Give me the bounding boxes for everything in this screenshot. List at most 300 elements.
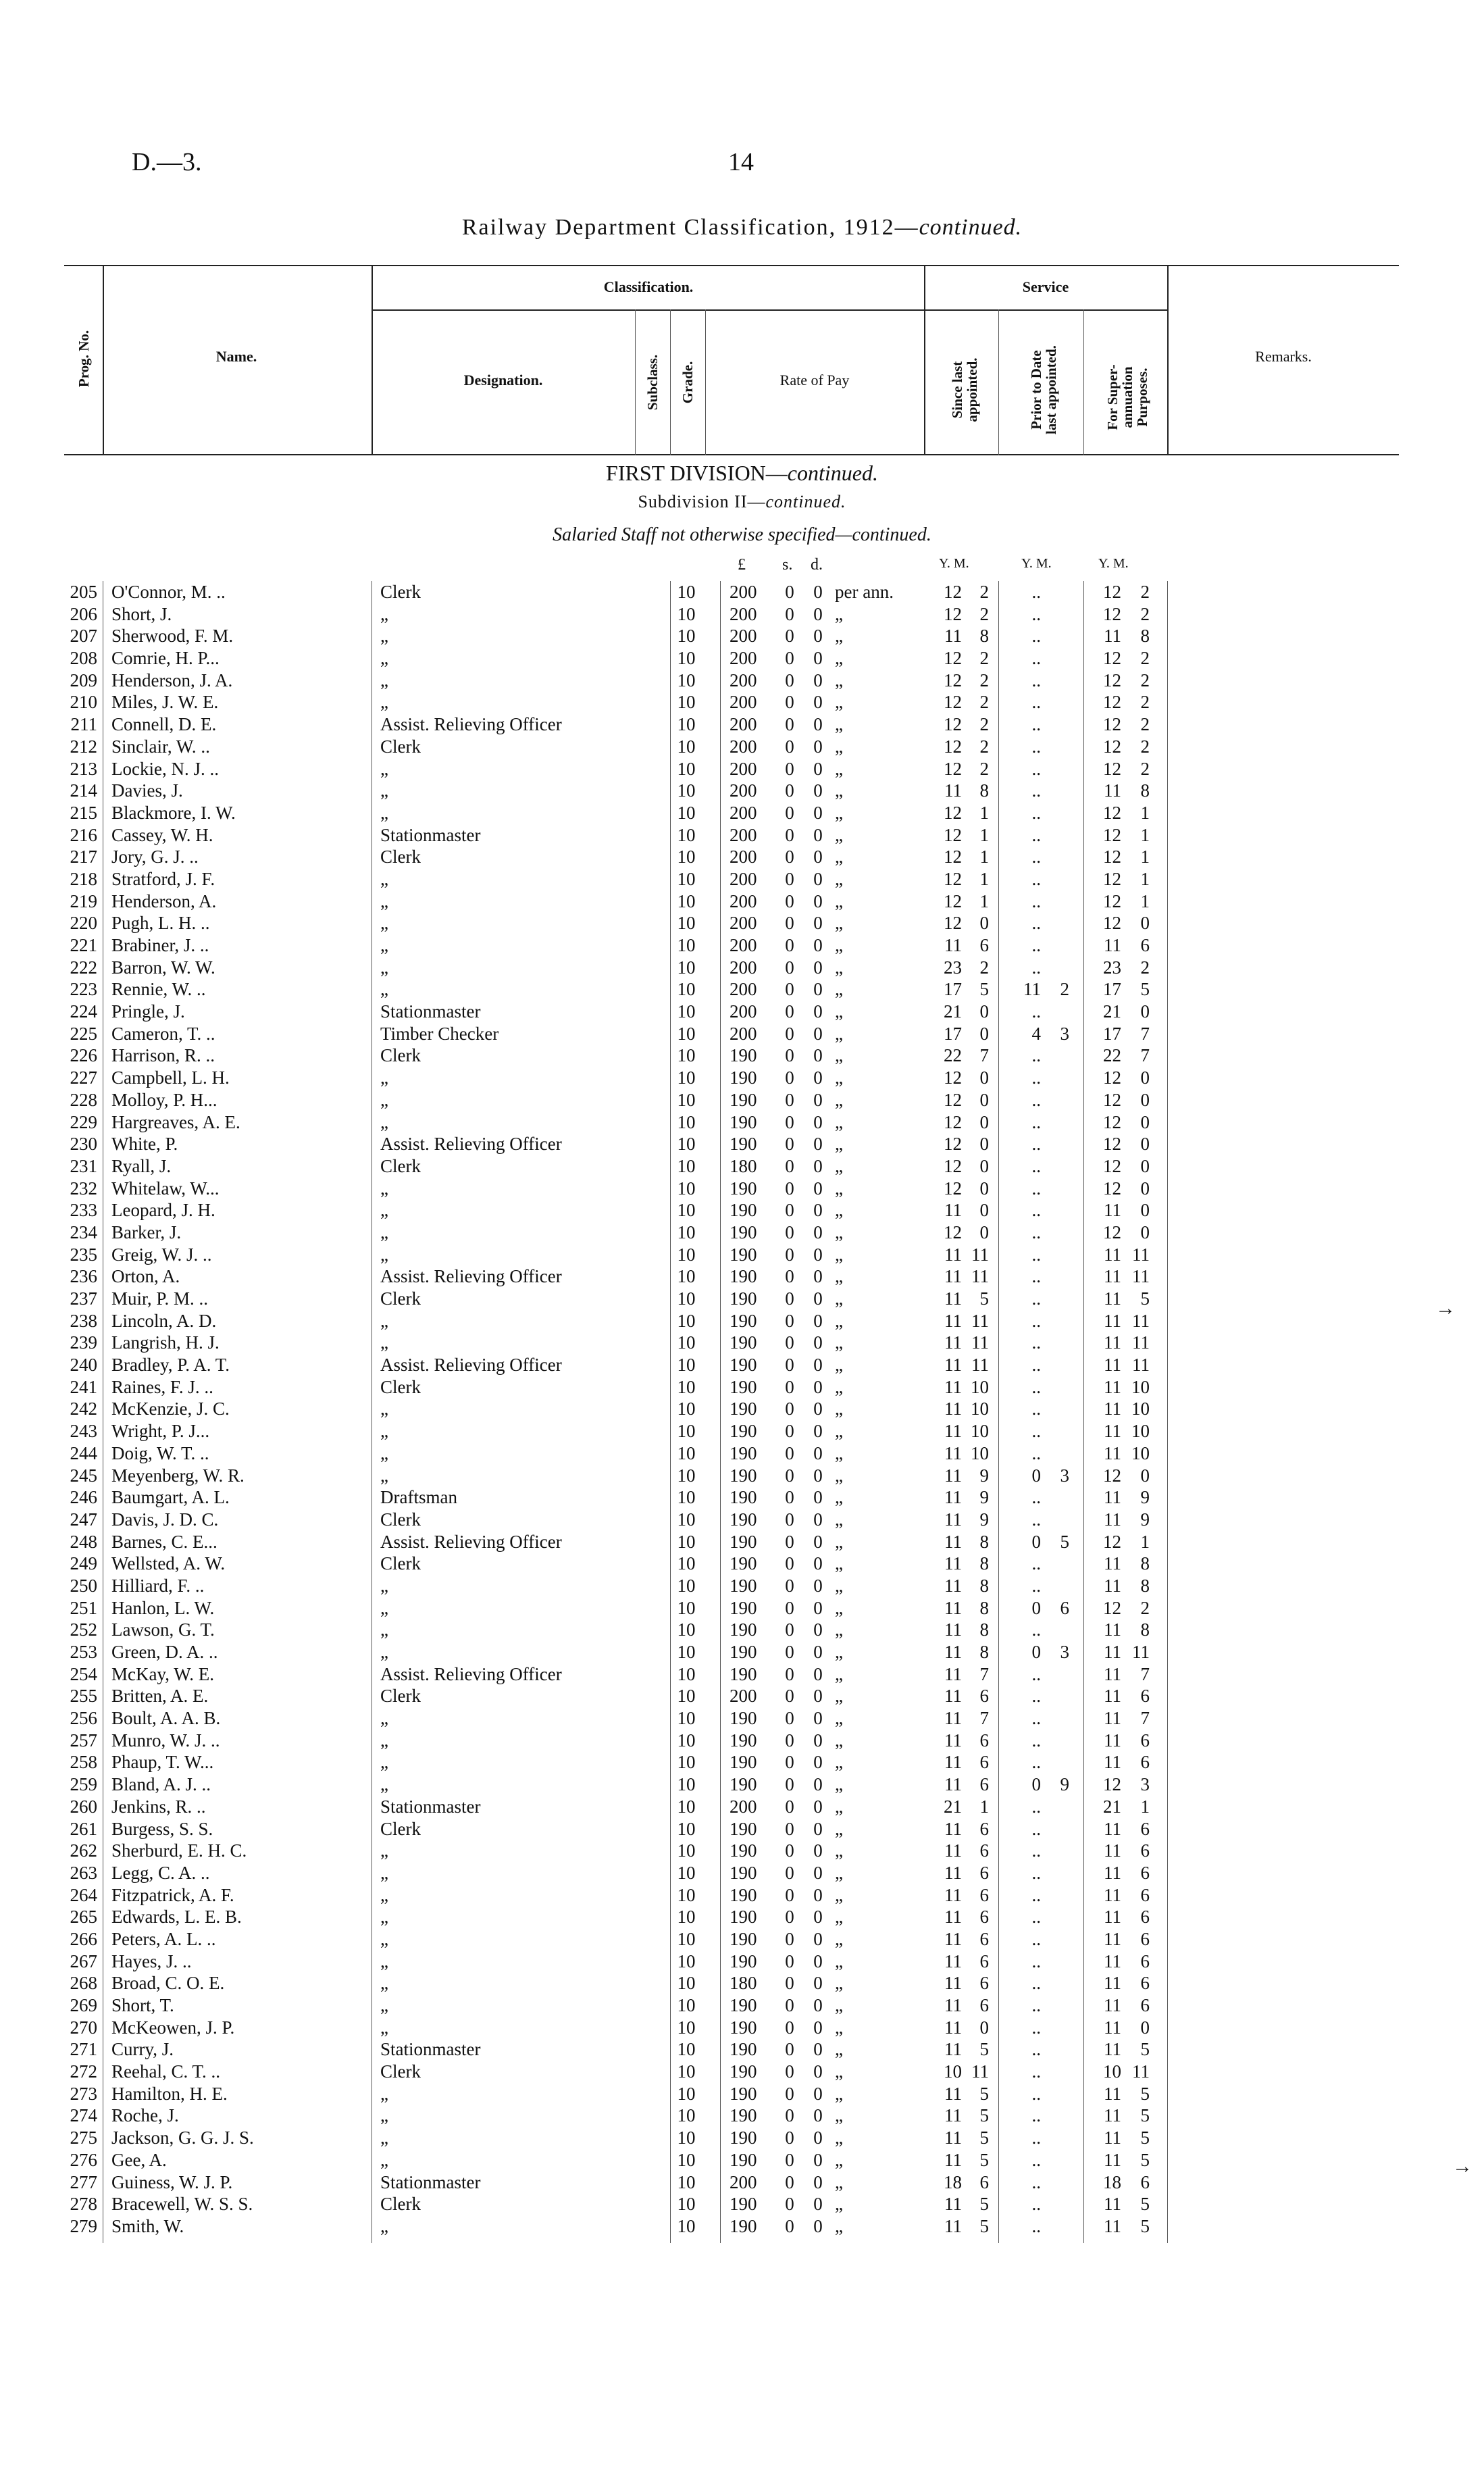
pay-pounds: 200 [730,979,757,1000]
employee-name: Munro, W. J. .. [111,1730,220,1751]
subclass: 10 [677,692,696,713]
since-years: 12 [944,1178,962,1199]
since-months: 11 [971,2061,989,2082]
designation: Clerk [380,847,421,867]
since-years: 11 [944,1531,962,1552]
pay-shillings: 0 [785,1509,794,1530]
super-years: 12 [1103,736,1121,757]
pay-shillings: 0 [785,1708,794,1729]
since-years: 11 [944,1597,962,1618]
designation: „ [380,2128,388,2148]
since-years: 12 [944,1155,962,1176]
unit-shilling: s. [782,556,793,574]
table-row [0,1001,1484,1023]
prog-number: 248 [70,1531,97,1552]
employee-name: Burgess, S. S. [111,1818,213,1839]
pay-shillings: 0 [785,1332,794,1353]
super-years: 11 [1104,1355,1121,1376]
designation: „ [380,670,388,690]
prior-years: .. [1031,626,1041,647]
employee-name: Doig, W. T. .. [111,1442,209,1463]
prior-years: .. [1031,1310,1041,1331]
pay-shillings: 0 [785,2105,794,2126]
staff-table-body [0,581,1484,2238]
prog-number: 273 [70,2083,97,2104]
super-years: 12 [1103,890,1121,911]
prog-number: 249 [70,1553,97,1574]
since-years: 11 [944,1862,962,1883]
pay-shillings: 0 [785,1421,794,1442]
super-years: 12 [1103,714,1121,735]
employee-name: Sherwood, F. M. [111,626,234,647]
super-years: 12 [1103,913,1121,934]
subclass: 10 [677,1708,696,1729]
since-years: 11 [944,780,962,801]
subclass: 10 [677,802,696,823]
super-months: 9 [1140,1509,1150,1530]
pay-shillings: 0 [785,648,794,669]
pay-pence: 0 [813,1995,823,2015]
designation: „ [380,1928,388,1949]
super-months: 5 [1140,2149,1150,2170]
pay-pounds: 200 [730,1796,757,1817]
since-months: 1 [979,868,989,889]
unit-ym-prior: Y. M. [1021,556,1052,571]
super-years: 12 [1103,1155,1121,1176]
subclass: 10 [677,890,696,911]
pay-pounds: 190 [730,1355,757,1376]
super-months: 0 [1140,2017,1150,2038]
since-years: 11 [944,1553,962,1574]
since-years: 11 [944,2083,962,2104]
prog-number: 242 [70,1399,97,1419]
pay-pounds: 190 [730,2105,757,2126]
since-months: 9 [979,1465,989,1486]
pay-pounds: 190 [730,1951,757,1971]
pay-period: „ [835,670,843,690]
table-row [0,1222,1484,1244]
employee-name: Pringle, J. [111,1001,185,1022]
since-months: 1 [979,847,989,867]
prog-number: 210 [70,692,97,713]
super-months: 3 [1140,1774,1150,1795]
super-months: 1 [1140,802,1150,823]
col-rule-9 [1167,265,1169,455]
super-years: 12 [1103,648,1121,669]
since-months: 6 [979,1884,989,1905]
pay-shillings: 0 [785,957,794,978]
since-years: 11 [944,1487,962,1508]
super-months: 5 [1140,2128,1150,2148]
super-months: 1 [1140,868,1150,889]
super-months: 0 [1140,1200,1150,1221]
prog-number: 215 [70,802,97,823]
subclass: 10 [677,935,696,955]
subclass: 10 [677,1531,696,1552]
super-years: 21 [1103,1796,1121,1817]
super-months: 0 [1140,1111,1150,1132]
table-row [0,2061,1484,2083]
employee-name: Barnes, C. E... [111,1531,218,1552]
employee-name: Raines, F. J. .. [111,1376,213,1397]
pay-pence: 0 [813,1642,823,1662]
designation: „ [380,1244,388,1265]
pay-pence: 0 [813,890,823,911]
super-months: 5 [1140,2194,1150,2215]
pay-pounds: 190 [730,1995,757,2015]
table-row [0,1265,1484,1288]
pay-period: „ [835,1111,843,1132]
super-months: 0 [1140,1001,1150,1022]
super-months: 6 [1140,1928,1150,1949]
prog-number: 258 [70,1752,97,1773]
pay-period: „ [835,1155,843,1176]
table-row [0,2149,1484,2171]
super-months: 7 [1140,1708,1150,1729]
super-years: 11 [1104,626,1121,647]
header-prior-to-date-text: Prior to Date last appointed. [1028,345,1059,434]
prior-years: .. [1031,1222,1041,1242]
unit-pence: d. [811,556,823,574]
super-months: 0 [1140,913,1150,934]
since-years: 11 [944,1686,962,1707]
pay-shillings: 0 [785,1973,794,1994]
prog-number: 230 [70,1134,97,1155]
since-months: 8 [979,1597,989,1618]
pay-pounds: 200 [730,603,757,624]
subclass: 10 [677,2215,696,2236]
prog-number: 240 [70,1355,97,1376]
table-row [0,1597,1484,1619]
employee-name: White, P. [111,1134,178,1155]
employee-name: Barron, W. W. [111,957,215,978]
prior-years: .. [1031,1973,1041,1994]
subdivision-title-main: Subdivision II— [638,492,766,511]
pay-shillings: 0 [785,935,794,955]
pay-period: „ [835,1222,843,1242]
table-row [0,2017,1484,2039]
since-years: 11 [944,2128,962,2148]
employee-name: Stratford, J. F. [111,868,215,889]
designation: „ [380,1597,388,1618]
since-years: 12 [944,1134,962,1155]
designation: Assist. Relieving Officer [380,1134,562,1155]
prog-number: 219 [70,890,97,911]
since-months: 0 [979,913,989,934]
pay-pounds: 190 [730,1089,757,1110]
designation: „ [380,979,388,1000]
since-years: 11 [944,2039,962,2060]
pay-period: „ [835,1840,843,1861]
since-years: 11 [944,1399,962,1419]
since-years: 12 [944,714,962,735]
header-name: Name. [215,348,257,365]
subclass: 10 [677,2017,696,2038]
since-months: 5 [979,2105,989,2126]
pay-pence: 0 [813,603,823,624]
pay-pence: 0 [813,1973,823,1994]
since-months: 0 [979,1067,989,1088]
employee-name: Pugh, L. H. .. [111,913,210,934]
pay-period: „ [835,1597,843,1618]
pay-pence: 0 [813,847,823,867]
pay-pounds: 190 [730,2061,757,2082]
designation: „ [380,2149,388,2170]
pay-period: „ [835,1818,843,1839]
subclass: 10 [677,1686,696,1707]
prog-number: 269 [70,1995,97,2015]
table-row [0,2193,1484,2215]
pay-pounds: 200 [730,913,757,934]
subclass: 10 [677,2039,696,2060]
pay-pence: 0 [813,1045,823,1066]
prior-years: 0 [1031,1465,1041,1486]
pay-period: „ [835,1310,843,1331]
pay-period: „ [835,890,843,911]
since-years: 12 [944,1222,962,1242]
prog-number: 254 [70,1663,97,1684]
pay-pence: 0 [813,1134,823,1155]
pay-pence: 0 [813,1840,823,1861]
pay-pence: 0 [813,1421,823,1442]
super-months: 8 [1140,1619,1150,1640]
pay-pounds: 200 [730,714,757,735]
pay-pence: 0 [813,802,823,823]
since-months: 5 [979,2215,989,2236]
employee-name: Hamilton, H. E. [111,2083,228,2104]
prior-years: .. [1031,913,1041,934]
designation: „ [380,1619,388,1640]
subclass: 10 [677,913,696,934]
designation: „ [380,2215,388,2236]
table-row [0,780,1484,802]
since-months: 0 [979,1001,989,1022]
pay-shillings: 0 [785,890,794,911]
prior-years: .. [1031,603,1041,624]
super-years: 12 [1103,1774,1121,1795]
designation: „ [380,1840,388,1861]
prog-number: 245 [70,1465,97,1486]
prior-years: .. [1031,1266,1041,1287]
since-years: 11 [944,935,962,955]
super-years: 11 [1104,1200,1121,1221]
pay-period: „ [835,1531,843,1552]
table-row [0,1663,1484,1686]
since-months: 5 [979,2128,989,2148]
pay-pounds: 190 [730,1487,757,1508]
since-years: 11 [944,2215,962,2236]
since-months: 6 [979,1862,989,1883]
since-years: 12 [944,1111,962,1132]
prog-number: 226 [70,1045,97,1066]
header-subclass: Subclass. [644,354,661,411]
service-subrule [924,309,1167,311]
pay-period: „ [835,1575,843,1596]
pay-pence: 0 [813,1708,823,1729]
since-months: 0 [979,1178,989,1199]
since-months: 6 [979,1774,989,1795]
prior-years: .. [1031,957,1041,978]
designation: „ [380,780,388,801]
pay-shillings: 0 [785,2083,794,2104]
employee-name: Wright, P. J... [111,1421,210,1442]
since-months: 6 [979,2171,989,2192]
since-years: 11 [944,2105,962,2126]
designation: Assist. Relieving Officer [380,1663,562,1684]
employee-name: Davies, J. [111,780,183,801]
super-months: 5 [1140,2215,1150,2236]
since-months: 6 [979,1730,989,1751]
since-months: 2 [979,648,989,669]
since-months: 6 [979,1951,989,1971]
prog-number: 206 [70,603,97,624]
pay-shillings: 0 [785,1774,794,1795]
super-years: 11 [1104,1399,1121,1419]
since-months: 8 [979,1531,989,1552]
pay-shillings: 0 [785,1355,794,1376]
designation: Assist. Relieving Officer [380,1266,562,1287]
since-years: 11 [944,1376,962,1397]
pay-period: „ [835,780,843,801]
employee-name: Cassey, W. H. [111,824,213,845]
prog-number: 217 [70,847,97,867]
prog-number: 250 [70,1575,97,1596]
pay-shillings: 0 [785,1023,794,1044]
subclass: 10 [677,1266,696,1287]
prog-number: 236 [70,1266,97,1287]
super-years: 11 [1104,1840,1121,1861]
designation: „ [380,1399,388,1419]
table-row [0,1332,1484,1354]
pay-shillings: 0 [785,1376,794,1397]
super-months: 2 [1140,582,1150,602]
super-months: 1 [1140,824,1150,845]
pay-period: „ [835,802,843,823]
subclass: 10 [677,1222,696,1242]
prior-months: 9 [1060,1774,1069,1795]
designation: „ [380,868,388,889]
pay-pounds: 190 [730,2128,757,2148]
pay-shillings: 0 [785,670,794,690]
prior-years: .. [1031,1928,1041,1949]
since-months: 2 [979,736,989,757]
designation: „ [380,648,388,669]
employee-name: Edwards, L. E. B. [111,1907,242,1928]
pay-shillings: 0 [785,913,794,934]
pay-shillings: 0 [785,1244,794,1265]
prior-years: .. [1031,1951,1041,1971]
subclass: 10 [677,2061,696,2082]
super-months: 0 [1140,1465,1150,1486]
subclass: 10 [677,979,696,1000]
super-months: 8 [1140,780,1150,801]
pay-pounds: 190 [730,1862,757,1883]
super-months: 5 [1140,2039,1150,2060]
designation: „ [380,1995,388,2015]
super-months: 6 [1140,1730,1150,1751]
super-years: 11 [1104,1884,1121,1905]
super-years: 11 [1104,1951,1121,1971]
pay-period: „ [835,1332,843,1353]
subclass: 10 [677,1995,696,2015]
subclass: 10 [677,1663,696,1684]
since-years: 11 [944,1951,962,1971]
pay-pence: 0 [813,1244,823,1265]
col-rule-5 [705,309,706,455]
prog-number: 279 [70,2215,97,2236]
pay-pounds: 190 [730,1619,757,1640]
pay-shillings: 0 [785,1134,794,1155]
super-years: 12 [1103,824,1121,845]
subclass: 10 [677,2194,696,2215]
designation: Clerk [380,1686,421,1707]
designation: „ [380,1442,388,1463]
designation: „ [380,2017,388,2038]
col-rule-3 [635,309,636,455]
pay-period: „ [835,1045,843,1066]
table-row [0,1994,1484,2017]
super-months: 11 [1132,1310,1150,1331]
super-months: 7 [1140,1045,1150,1066]
since-months: 0 [979,1089,989,1110]
super-years: 11 [1104,935,1121,955]
pay-shillings: 0 [785,1642,794,1662]
prog-number: 216 [70,824,97,845]
since-years: 11 [944,1663,962,1684]
pay-pence: 0 [813,1752,823,1773]
table-row [0,1155,1484,1178]
prior-months: 6 [1060,1597,1069,1618]
since-years: 11 [944,2017,962,2038]
pay-pence: 0 [813,2061,823,2082]
pay-shillings: 0 [785,582,794,602]
prior-years: .. [1031,847,1041,867]
pay-period: „ [835,2215,843,2236]
table-row [0,1133,1484,1155]
col-rule-1 [103,265,104,455]
employee-name: Gee, A. [111,2149,167,2170]
super-years: 11 [1104,1553,1121,1574]
super-months: 10 [1131,1421,1150,1442]
subclass: 10 [677,1907,696,1928]
pay-shillings: 0 [785,736,794,757]
employee-name: Guiness, W. J. P. [111,2171,233,2192]
super-months: 6 [1140,935,1150,955]
since-years: 22 [944,1045,962,1066]
since-years: 12 [944,648,962,669]
pay-period: „ [835,758,843,779]
since-months: 10 [971,1421,989,1442]
prior-years: .. [1031,1134,1041,1155]
subclass: 10 [677,1023,696,1044]
pay-pounds: 190 [730,1840,757,1861]
employee-name: Bracewell, W. S. S. [111,2194,253,2215]
pay-pence: 0 [813,1111,823,1132]
super-months: 8 [1140,1575,1150,1596]
pay-shillings: 0 [785,2128,794,2148]
pay-shillings: 0 [785,2017,794,2038]
since-years: 11 [944,1752,962,1773]
pay-period: „ [835,868,843,889]
since-months: 7 [979,1663,989,1684]
table-row [0,1906,1484,1928]
table-row [0,1244,1484,1266]
super-years: 11 [1104,1509,1121,1530]
pay-period: „ [835,1399,843,1419]
pay-pounds: 200 [730,648,757,669]
designation: „ [380,1067,388,1088]
pay-pounds: 190 [730,1575,757,1596]
